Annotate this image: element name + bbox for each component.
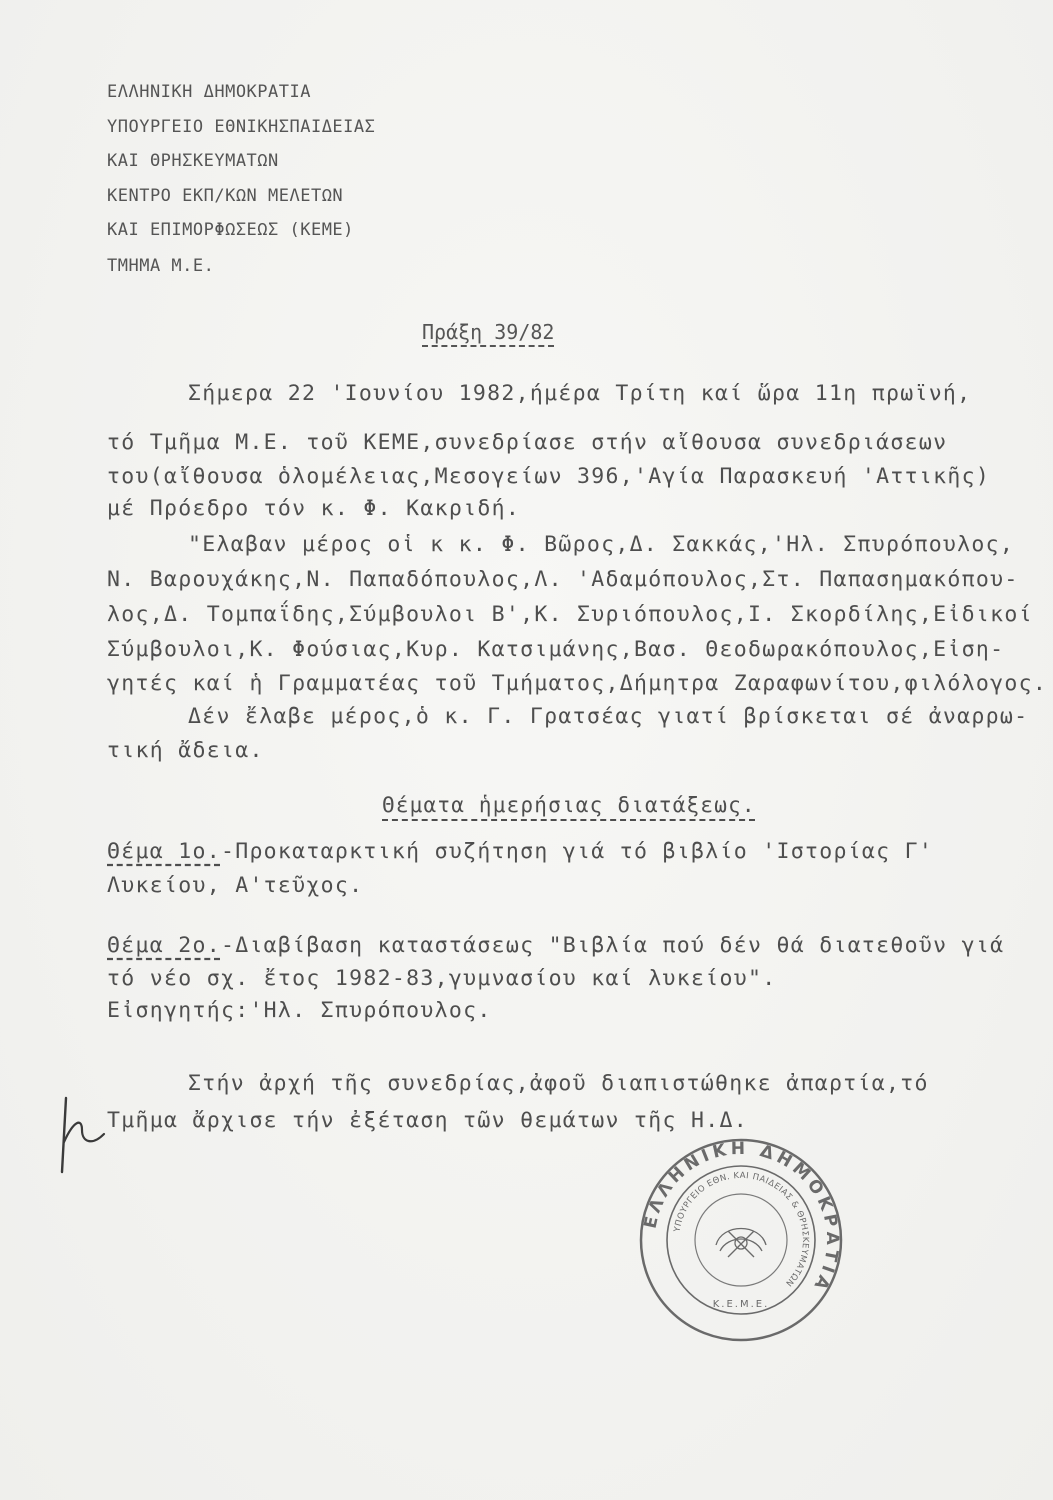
agenda-item-2 [107,933,1004,958]
document-title: Πράξη 39/82 [422,320,555,344]
agenda-item-1 [107,839,933,864]
body-line-3: του(αἴθουσα ὁλομέλειας,Μεσογείων 396,'Αγία Παρασκευή 'Αττικῆς) [107,464,991,489]
body-line-1: Σήμερα 22 'Ιουνίου 1982,ήμέρα Τρίτη καί ὥρα 11η πρωϊνή, [188,381,972,406]
body-line-7: λος,Δ. Τομπαΐδης,Σύμβουλοι Β',Κ. Συριόπουλος,Ι. Σκορδίλης,Εἰδικοί [107,602,1033,627]
header-line-6: ΤΜΗΜΑ Μ.Ε. [107,256,215,276]
body-line-2: τό Τμῆμα Μ.Ε. τοῦ ΚΕΜΕ,συνεδρίασε στήν αἴθουσα συνεδριάσεων [107,430,948,455]
agenda-title: Θέματα ἡμερήσιας διατάξεως. [382,793,756,817]
official-stamp [636,1135,846,1345]
closing-line-2: Τμῆμα ἄρχισε τήν ἐξέταση τῶν θεμάτων τῆς Η.Δ. [107,1108,748,1133]
header-line-1: ΕΛΛΗΝΙΚΗ ΔΗΜΟΚΡΑΤΙΑ [107,82,311,102]
header-line-3: ΚΑΙ ΘΡΗΣΚΕΥΜΑΤΩΝ [107,151,279,171]
stamp-emblem [716,1229,766,1258]
agenda-item-2-continuation: τό νέο σχ. ἔτος 1982-83,γυμνασίου καί λυκείου". [107,966,777,991]
agenda-item-2-text: -Διαβίβαση καταστάσεως "Βιβλία πού δέν θά διατεθοῦν γιά [220,933,1005,958]
rapporteur: Εἰσηγητής:'Ηλ. Σπυρόπουλος. [107,998,492,1023]
agenda-item-1-label: Θέμα 1ο. [107,839,221,864]
body-line-4: μέ Πρόεδρο τόν κ. Φ. Κακριδή. [107,496,521,521]
body-line-11: τική ἄδεια. [107,738,264,763]
header-line-2: ΥΠΟΥΡΓΕΙΟ ΕΘΝΙΚΗΣΠΑΙΔΕΙΑΣ [107,117,376,137]
body-line-8: Σύμβουλοι,Κ. Φούσιας,Κυρ. Κατσιμάνης,Βασ. Θεοδωρακόπουλος,Εἰση- [107,637,1005,662]
stamp-outer-text: ΕΛΛΗΝΙΚΗ ΔΗΜΟΚΡΑΤΙΑ [640,1138,843,1297]
header-line-4: ΚΕΝΤΡΟ ΕΚΠ/ΚΩΝ ΜΕΛΕΤΩΝ [107,186,344,206]
closing-line-1: Στήν ἀρχή τῆς συνεδρίας,ἀφοῦ διαπιστώθηκε ἀπαρτία,τό [188,1071,929,1096]
agenda-item-1-continuation: Λυκείου, Α'τεῦχος. [107,873,364,898]
agenda-item-2-label: Θέμα 2ο. [107,933,221,958]
body-line-10: Δέν ἔλαβε μέρος,ὁ κ. Γ. Γρατσέας γιατί βρίσκεται σέ ἀναρρω- [188,704,1029,729]
stamp-bottom-text: Κ.Ε.Μ.Ε. [712,1299,770,1310]
body-line-5: "Ελαβαν μέρος οἱ κ κ. Φ. Βῶρος,Δ. Σακκάς,'Ηλ. Σπυρόπουλος, [188,532,1015,557]
body-line-9: γητές καί ἡ Γραμματέας τοῦ Τμήματος,Δήμητρα Ζαραφωνίτου,φιλόλογος. [107,671,1048,696]
agenda-item-1-text: -Προκαταρκτική συζήτηση γιά τό βιβλίο 'Ιστορίας Γ' [220,839,934,864]
body-line-6: Ν. Βαρουχάκης,Ν. Παπαδόπουλος,Λ. 'Αδαμόπουλος,Στ. Παπασημακόπου- [107,567,1019,592]
stamp-inner-text: ΥΠΟΥΡΓΕΙΟ ΕΘΝ. ΚΑΙ ΠΑΙΔΕΙΑΣ & ΘΡΗΣΚΕΥΜΑΤΩΝ [672,1170,811,1289]
header-line-5: ΚΑΙ ΕΠΙΜΟΡΦΩΣΕΩΣ (ΚΕΜΕ) [107,220,354,240]
signature-initial [52,1090,112,1180]
